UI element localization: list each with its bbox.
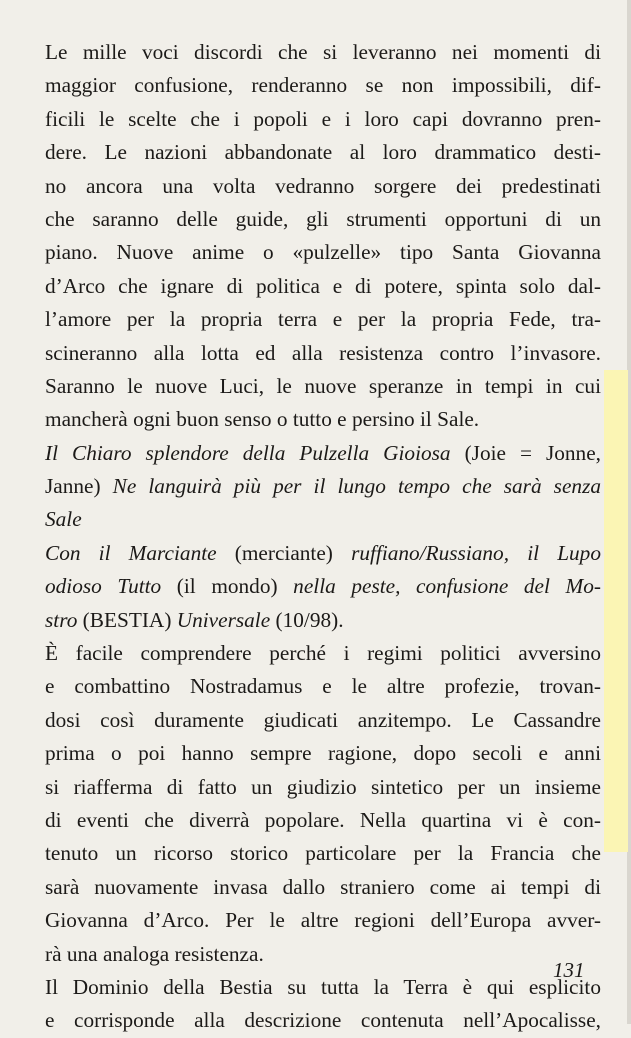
text-span: (10/98). — [270, 607, 344, 632]
text-line — [45, 1004, 601, 1037]
text-line — [45, 303, 601, 336]
text-line — [45, 103, 601, 136]
text-line — [45, 604, 601, 637]
text-line — [45, 570, 601, 603]
text-line — [45, 437, 601, 470]
page-number: 131 — [553, 958, 585, 982]
text-line — [45, 837, 601, 870]
italic-text: odioso Tutto — [45, 574, 162, 599]
text-line — [45, 136, 601, 169]
text-line — [45, 971, 601, 1004]
text-line — [45, 871, 601, 904]
text-span: sarà nuovamente invasa dallo straniero come ai tempi di — [45, 874, 601, 899]
text-span: Le mille voci discordi che si leveranno nei momenti di — [45, 40, 601, 64]
body-text — [45, 36, 601, 1038]
text-span: e combattino Nostradamus e le altre profezie, trovan- — [45, 674, 601, 699]
text-span: scineranno alla lotta ed alla resistenza contro l’invasore. — [45, 340, 601, 365]
text-line — [45, 771, 601, 804]
text-line — [45, 470, 601, 503]
text-span: dosi così duramente giudicati anzitempo. Le Cassandre — [45, 707, 601, 732]
text-line — [45, 36, 601, 69]
text-line — [45, 904, 601, 937]
text-span: l’amore per la propria terra e per la propria Fede, tra- — [45, 307, 601, 332]
text-line — [45, 270, 601, 303]
text-span: (Joie = Jonne, — [450, 440, 601, 465]
text-line — [45, 804, 601, 837]
text-line — [45, 403, 601, 436]
italic-text: Ne languirà più per il lungo tempo che sarà senza — [112, 474, 602, 499]
text-line — [45, 537, 601, 570]
text-span: (il mondo) — [161, 574, 294, 599]
text-span: dere. Le nazioni abbandonate al loro drammatico desti- — [45, 140, 601, 165]
text-span: rà una analoga resistenza. — [45, 941, 264, 966]
text-span: che saranno delle guide, gli strumenti opportuni di un — [45, 206, 601, 231]
text-span: Giovanna d’Arco. Per le altre regioni dell’Europa avver- — [45, 908, 601, 933]
text-span: ficili le scelte che i popoli e i loro capi dovranno pren- — [45, 106, 601, 131]
text-span: È facile comprendere perché i regimi politici avversino — [45, 641, 601, 666]
italic-text: stro — [45, 607, 78, 632]
text-span: d’Arco che ignare di politica e di potere, spinta solo dal- — [45, 273, 601, 298]
text-line — [45, 704, 601, 737]
text-span: maggior confusione, renderanno se non impossibili, dif- — [45, 73, 601, 98]
text-span: (BESTIA) — [77, 607, 177, 632]
highlighter-mark — [604, 370, 628, 852]
text-line — [45, 69, 601, 102]
text-span: Janne) — [45, 474, 113, 499]
text-span: piano. Nuove anime o «pulzelle» tipo Santa Giovanna — [45, 240, 601, 265]
text-line — [45, 503, 601, 536]
text-line — [45, 203, 601, 236]
italic-text: ruffiano/Russiano, il Lupo — [351, 540, 601, 565]
text-line — [45, 236, 601, 269]
text-line — [45, 737, 601, 770]
text-span: (merciante) — [216, 540, 352, 565]
text-span: prima o poi hanno sempre ragione, dopo secoli e anni — [45, 741, 601, 766]
italic-text: Sale — [45, 507, 82, 532]
text-line — [45, 337, 601, 370]
italic-text: nella peste, confusione del Mo- — [293, 574, 601, 599]
text-line — [45, 938, 601, 971]
text-line — [45, 670, 601, 703]
text-span: di eventi che diverrà popolare. Nella quartina vi è con- — [45, 807, 601, 832]
text-span: Il Dominio della Bestia su tutta la Terra è qui esplicito — [45, 974, 601, 999]
italic-text: Con il Marciante — [45, 540, 217, 565]
text-span: Saranno le nuove Luci, le nuove speranze in tempi in cui — [45, 373, 601, 398]
text-line — [45, 170, 601, 203]
text-span: e corrisponde alla descrizione contenuta nell’Apocalisse, — [45, 1008, 601, 1033]
text-span: mancherà ogni buon senso o tutto e persino il Sale. — [45, 407, 480, 432]
text-line — [45, 637, 601, 670]
italic-text: Universale — [176, 607, 271, 632]
text-span: si riafferma di fatto un giudizio sintetico per un insieme — [45, 774, 601, 799]
text-span: tenuto un ricorso storico particolare per la Francia che — [45, 841, 601, 866]
italic-text: Il Chiaro splendore della Pulzella Gioiosa — [45, 440, 451, 465]
text-span: no ancora una volta vedranno sorgere dei predestinati — [45, 173, 601, 198]
text-line — [45, 370, 601, 403]
